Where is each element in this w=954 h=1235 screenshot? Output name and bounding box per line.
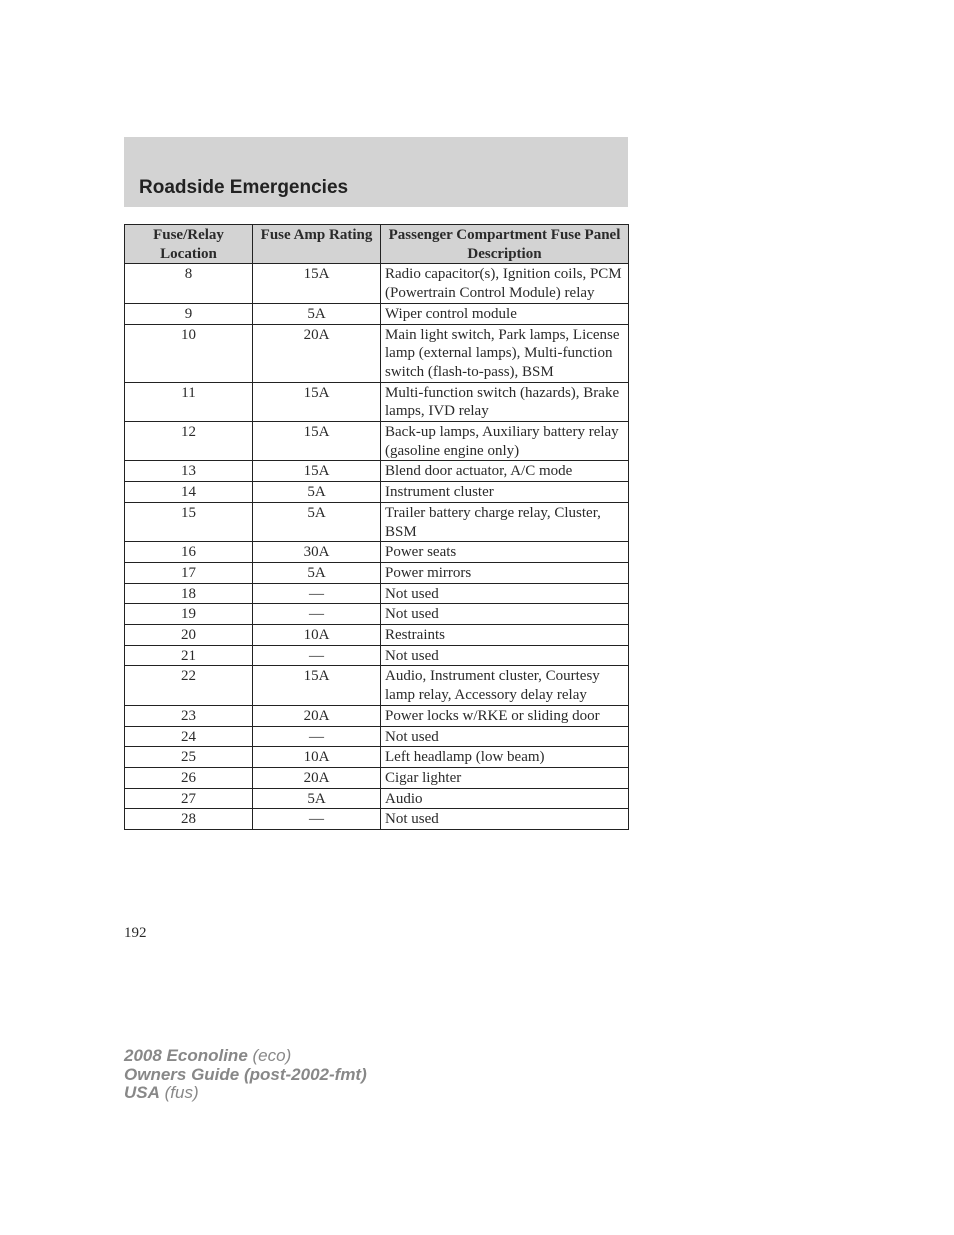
fuse-description: Audio, Instrument cluster, Courtesy lamp relay, Accessory delay relay [381,666,629,705]
table-row [125,502,629,541]
fuse-description: Main light switch, Park lamps, License lamp (external lamps), Multi-function switch (flash-to-pass), BSM [381,324,629,382]
table-row [125,562,629,583]
fuse-amp-rating: 5A [253,788,381,809]
fuse-location: 11 [125,382,253,421]
fuse-amp-rating: 20A [253,705,381,726]
fuse-location: 15 [125,502,253,541]
fuse-location: 22 [125,666,253,705]
table-row [125,645,629,666]
section-title: Roadside Emergencies [139,177,349,198]
fuse-amp-rating: 5A [253,303,381,324]
fuse-amp-rating: 10A [253,625,381,646]
fuse-description: Restraints [381,625,629,646]
fuse-amp-rating: 15A [253,461,381,482]
fuse-description: Not used [381,645,629,666]
fuse-description: Not used [381,583,629,604]
fuse-description: Audio [381,788,629,809]
fuse-amp-rating: 5A [253,562,381,583]
table-row [125,767,629,788]
fuse-location: 17 [125,562,253,583]
footer-model: 2008 Econoline [124,1046,248,1065]
fuse-location: 23 [125,705,253,726]
table-row [125,303,629,324]
fuse-description: Power locks w/RKE or sliding door [381,705,629,726]
fuse-location: 10 [125,324,253,382]
fuse-amp-rating: 5A [253,502,381,541]
fuse-description: Not used [381,604,629,625]
fuse-amp-rating: — [253,583,381,604]
fuse-location: 18 [125,583,253,604]
fuse-location: 16 [125,542,253,563]
fuse-location: 20 [125,625,253,646]
fuse-description: Wiper control module [381,303,629,324]
header-amp-rating: Fuse Amp Rating [253,225,381,264]
table-row [125,604,629,625]
fuse-amp-rating: 30A [253,542,381,563]
header-location: Fuse/Relay Location [125,225,253,264]
fuse-location: 19 [125,604,253,625]
fuse-description: Power seats [381,542,629,563]
fuse-description: Left headlamp (low beam) [381,747,629,768]
fuse-amp-rating: 15A [253,422,381,461]
table-row [125,583,629,604]
fuse-amp-rating: 15A [253,264,381,303]
fuse-description: Not used [381,726,629,747]
fuse-location: 14 [125,482,253,503]
table-row [125,705,629,726]
fuse-amp-rating: — [253,604,381,625]
fuse-location: 27 [125,788,253,809]
table-row [125,726,629,747]
table-row [125,382,629,421]
fuse-location: 12 [125,422,253,461]
fuse-amp-rating: 15A [253,666,381,705]
footer-market: USA [124,1083,160,1102]
fuse-description: Trailer battery charge relay, Cluster, BSM [381,502,629,541]
fuse-amp-rating: 5A [253,482,381,503]
footer-model-code: (eco) [252,1046,292,1065]
fuse-location: 24 [125,726,253,747]
fuse-amp-rating: — [253,645,381,666]
fuse-description: Blend door actuator, A/C mode [381,461,629,482]
fuse-amp-rating: 10A [253,747,381,768]
table-row [125,625,629,646]
fuse-description: Power mirrors [381,562,629,583]
table-row [125,809,629,830]
fuse-amp-rating: 20A [253,767,381,788]
fuse-location: 13 [125,461,253,482]
fuse-description: Cigar lighter [381,767,629,788]
table-row [125,666,629,705]
footer [124,1047,367,1103]
fuse-description: Not used [381,809,629,830]
footer-guide: Owners Guide (post-2002-fmt) [124,1064,367,1084]
header-description: Passenger Compartment Fuse Panel Description [381,225,629,264]
table-row [125,422,629,461]
table-header-row [125,225,629,264]
section-header-band [124,137,628,207]
fuse-location: 25 [125,747,253,768]
footer-market-code: (fus) [164,1083,199,1102]
footer-line-1 [124,1047,367,1066]
page-number: 192 [124,925,147,941]
fuse-amp-rating: — [253,726,381,747]
table-row [125,747,629,768]
fuse-location: 26 [125,767,253,788]
fuse-location: 21 [125,645,253,666]
table-row [125,461,629,482]
table-row [125,482,629,503]
table-row [125,324,629,382]
fuse-amp-rating: — [253,809,381,830]
fuse-location: 9 [125,303,253,324]
table-row [125,264,629,303]
table-row [125,542,629,563]
fuse-amp-rating: 20A [253,324,381,382]
footer-line-3 [124,1084,367,1103]
fuse-description: Back-up lamps, Auxiliary battery relay (gasoline engine only) [381,422,629,461]
footer-line-2 [124,1066,367,1085]
fuse-description: Multi-function switch (hazards), Brake lamps, IVD relay [381,382,629,421]
fuse-amp-rating: 15A [253,382,381,421]
fuse-table [124,224,629,830]
table-row [125,788,629,809]
fuse-description: Radio capacitor(s), Ignition coils, PCM (Powertrain Control Module) relay [381,264,629,303]
fuse-description: Instrument cluster [381,482,629,503]
fuse-location: 8 [125,264,253,303]
fuse-location: 28 [125,809,253,830]
